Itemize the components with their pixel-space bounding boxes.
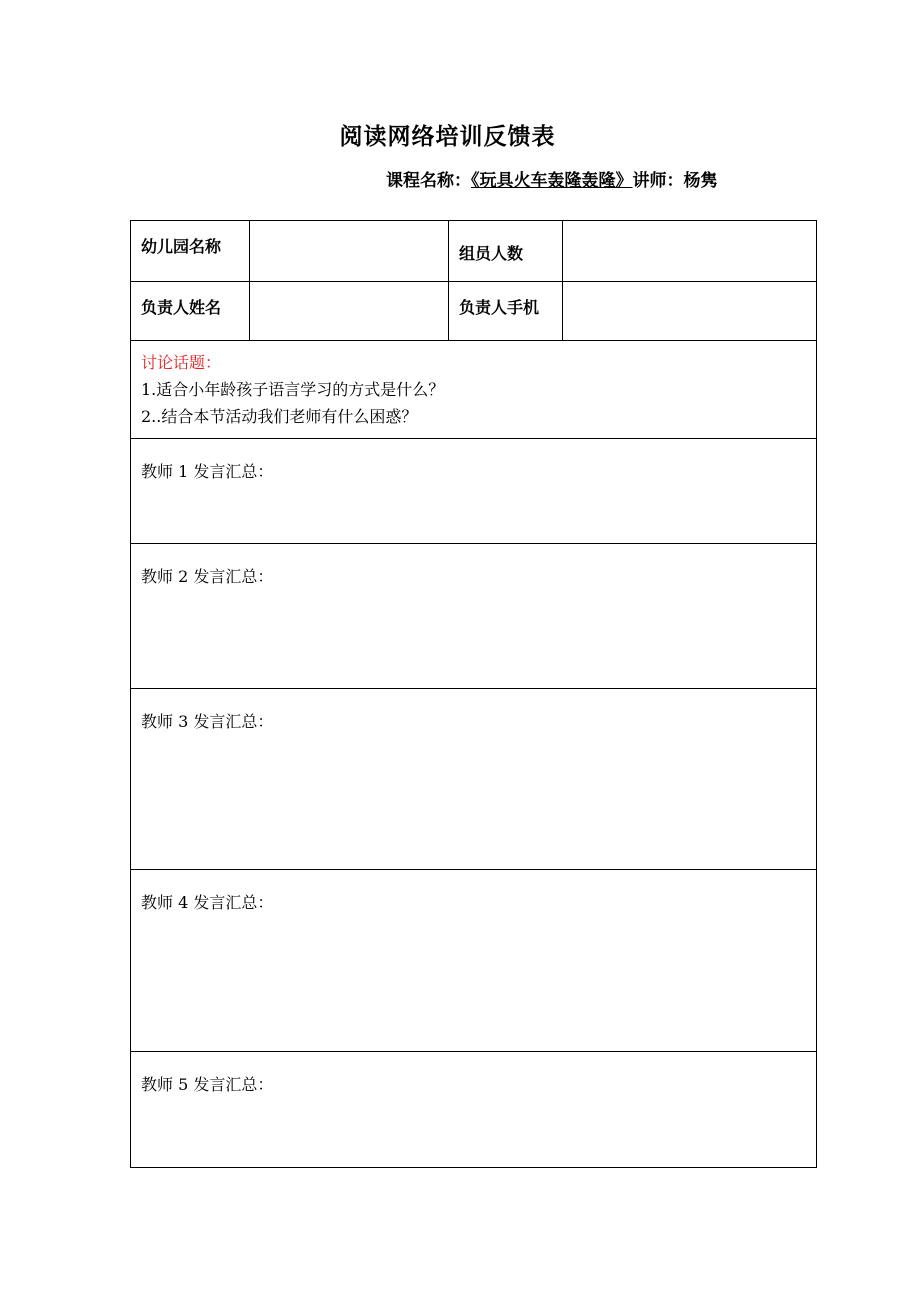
teacher-3-label: 教师 3 发言汇总： xyxy=(141,712,274,731)
form-row-teacher-2 xyxy=(131,544,817,689)
form-row-teacher-4 xyxy=(131,870,817,1052)
topic-item-2: 2..结合本节活动我们老师有什么困惑？ xyxy=(141,407,418,426)
teacher-1-label: 教师 1 发言汇总： xyxy=(141,462,274,481)
leader-name-label: 负责人姓名 xyxy=(131,282,250,341)
form-row-kindergarten xyxy=(131,221,817,282)
teacher-5-label: 教师 5 发言汇总： xyxy=(141,1075,274,1094)
leader-phone-label: 负责人手机 xyxy=(449,282,563,341)
form-row-teacher-5 xyxy=(131,1052,817,1168)
teacher-2-label: 教师 2 发言汇总： xyxy=(141,567,274,586)
document-title: 阅读网络培训反馈表 xyxy=(339,123,556,150)
course-name: 《玩具火车轰隆轰隆》 xyxy=(471,171,633,191)
course-line xyxy=(386,166,718,191)
leader-phone-input-cell[interactable] xyxy=(563,282,817,341)
lecturer: 讲师：杨隽 xyxy=(632,171,718,191)
teacher-5-summary-cell[interactable] xyxy=(131,1052,817,1168)
form-row-topics xyxy=(131,341,817,439)
topic-heading: 讨论话题： xyxy=(141,353,222,372)
members-label: 组员人数 xyxy=(449,221,563,282)
kindergarten-input-cell[interactable] xyxy=(250,221,449,282)
leader-name-input-cell[interactable] xyxy=(250,282,449,341)
kindergarten-label: 幼儿园名称 xyxy=(131,221,250,282)
teacher-1-summary-cell[interactable] xyxy=(131,439,817,544)
form-row-teacher-1 xyxy=(131,439,817,544)
topic-item-1: 1.适合小年龄孩子语言学习的方式是什么？ xyxy=(141,380,445,399)
members-input-cell[interactable] xyxy=(563,221,817,282)
teacher-4-label: 教师 4 发言汇总： xyxy=(141,893,274,912)
form-row-leader xyxy=(131,282,817,341)
teacher-3-summary-cell[interactable] xyxy=(131,689,817,870)
teacher-4-summary-cell[interactable] xyxy=(131,870,817,1052)
course-label: 课程名称： xyxy=(386,171,471,191)
teacher-2-summary-cell[interactable] xyxy=(131,544,817,689)
feedback-form-table xyxy=(130,220,817,1168)
discussion-topics-cell xyxy=(131,341,817,439)
form-row-teacher-3 xyxy=(131,689,817,870)
